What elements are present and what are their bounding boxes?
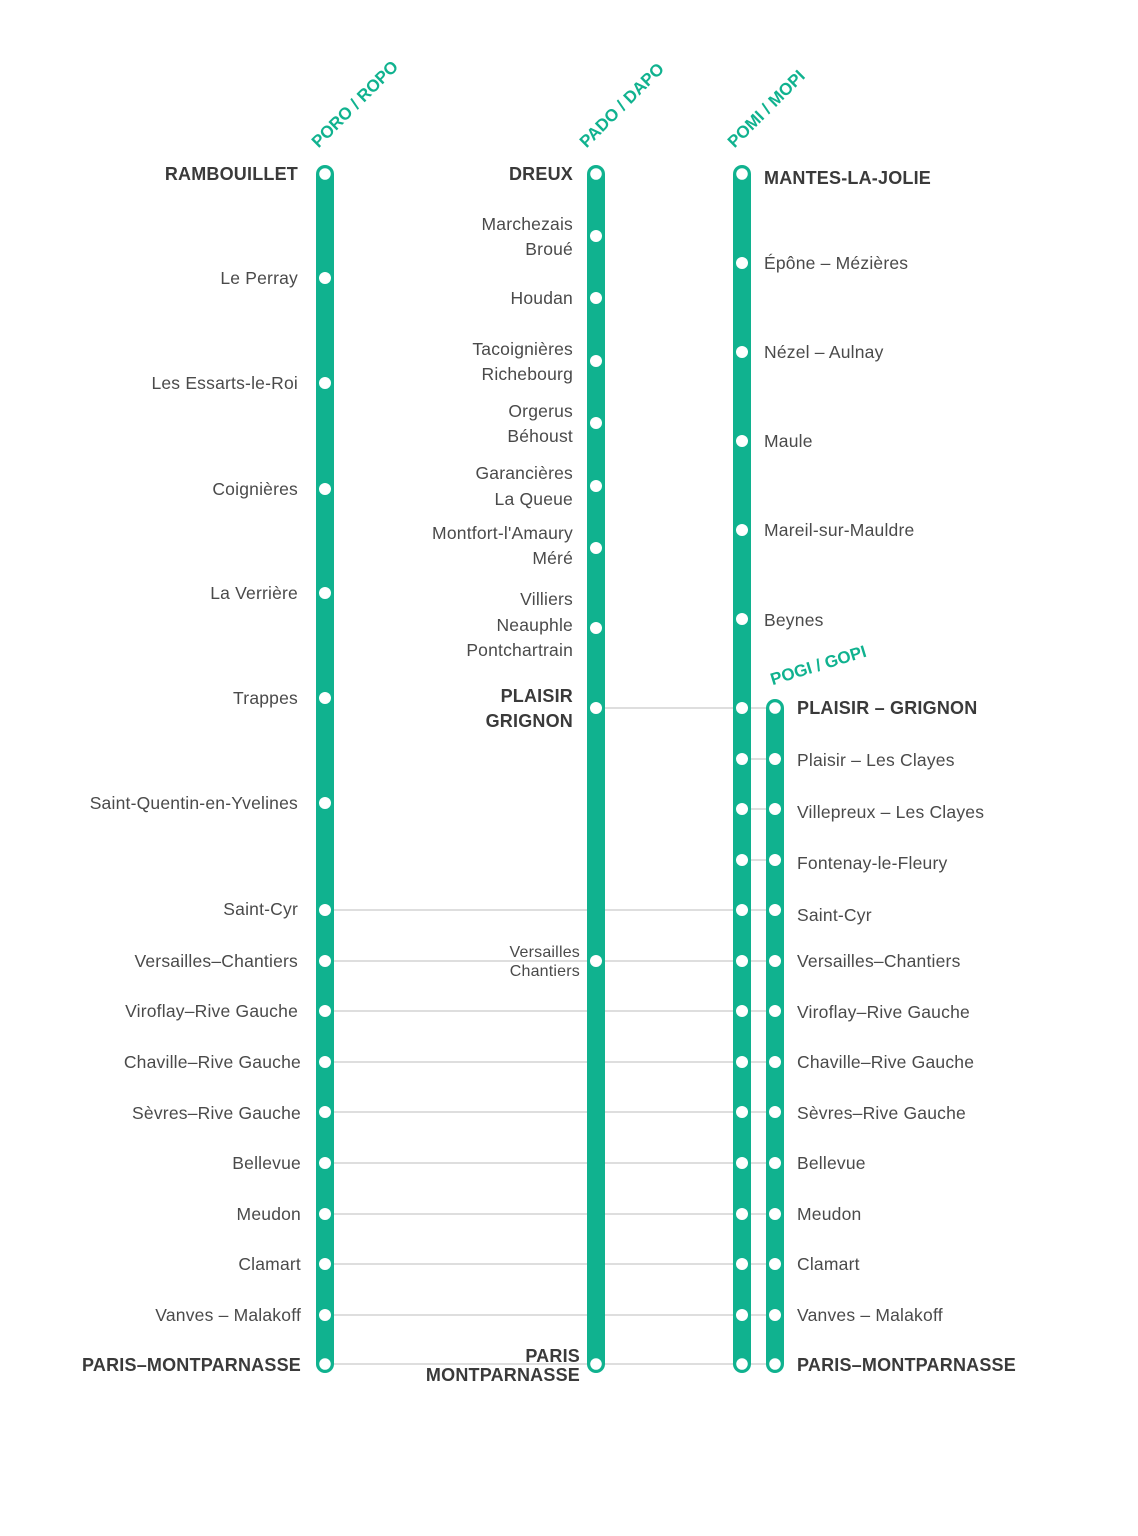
terminal-station-dot [735,167,749,181]
station-label: Chantiers [509,963,580,980]
line-code-pomi: POMI / MOPI [723,66,809,152]
station-dot [736,1309,748,1321]
station-label: Saint-Quentin-en-Yvelines [89,793,298,813]
station-label: Viroflay–Rive Gauche [797,1002,970,1022]
station-label: Garancières [475,463,573,483]
station-dot [736,854,748,866]
station-dot [769,1309,781,1321]
station-dot [736,524,748,536]
station-label: Versailles–Chantiers [797,951,961,971]
terminal-station-dot [318,1357,332,1371]
station-dot [319,1208,331,1220]
station-dot [590,355,602,367]
station-dot [319,797,331,809]
station-label: Coignières [212,479,298,499]
station-dot [769,803,781,815]
station-label: Bellevue [797,1153,866,1173]
station-dot [769,1106,781,1118]
station-dot [736,1258,748,1270]
station-label: Mareil-sur-Mauldre [764,520,915,540]
station-dot [736,613,748,625]
terminal-station-dot [768,701,782,715]
station-label: MONTPARNASSE [425,1365,580,1385]
station-label: Nézel – Aulnay [764,342,884,362]
terminal-station-dot [318,167,332,181]
station-dot [736,955,748,967]
station-dot [319,377,331,389]
station-label: Saint-Cyr [797,905,872,925]
line-bar-1 [587,165,605,1373]
station-label: Sèvres–Rive Gauche [797,1103,966,1123]
station-dot [319,1056,331,1068]
station-dot [769,1208,781,1220]
station-label: MANTES-LA-JOLIE [764,168,931,188]
station-label: PARIS–MONTPARNASSE [82,1355,301,1375]
station-label: Pontchartrain [466,640,573,660]
station-label: Broué [525,239,573,259]
station-label: Les Essarts-le-Roi [151,373,298,393]
station-label: La Queue [494,489,573,509]
station-dot [769,1056,781,1068]
station-label: Meudon [797,1204,862,1224]
station-dot [590,292,602,304]
station-dot [590,417,602,429]
station-dot [736,753,748,765]
station-dot [590,955,602,967]
line-code-pado: PADO / DAPO [575,59,668,152]
terminal-station-dot [589,167,603,181]
station-label: Villepreux – Les Clayes [797,802,985,822]
station-label: Clamart [238,1254,301,1274]
station-label: Richebourg [481,364,573,384]
station-label: Vanves – Malakoff [155,1305,301,1325]
station-label: Méré [532,548,573,568]
station-dot [769,854,781,866]
station-dot [736,1005,748,1017]
station-dot [319,1258,331,1270]
station-dot [590,702,602,714]
station-dot [769,753,781,765]
station-label: RAMBOUILLET [164,164,298,184]
station-label: Bellevue [232,1153,301,1173]
terminal-station-dot [589,1357,603,1371]
line-bar-3 [766,699,784,1373]
station-label: Meudon [236,1204,301,1224]
station-label: DREUX [508,164,573,184]
station-dot [769,955,781,967]
station-label: PARIS–MONTPARNASSE [797,1355,1016,1375]
station-label: Chaville–Rive Gauche [797,1052,975,1072]
station-dot [736,904,748,916]
station-dot [736,346,748,358]
station-label: Montfort-l'Amaury [432,523,573,543]
station-dot [769,904,781,916]
station-label: Plaisir – Les Clayes [797,750,955,770]
station-dot [590,480,602,492]
station-label: Neauphle [496,615,573,635]
connector-lines [325,708,775,1364]
station-label: Tacoignières [472,339,573,359]
station-dot [319,1005,331,1017]
station-dot [769,1258,781,1270]
station-dot [319,692,331,704]
station-dot [736,1106,748,1118]
station-dot [319,904,331,916]
station-label: Maule [764,431,813,451]
station-dot [736,1157,748,1169]
station-dot [319,1106,331,1118]
station-label: GRIGNON [485,711,573,731]
station-label: PLAISIR [500,686,573,706]
station-dot [736,257,748,269]
station-label: Sèvres–Rive Gauche [132,1103,301,1123]
station-dot [319,955,331,967]
station-label: Le Perray [220,268,298,288]
station-label: Épône – Mézières [764,253,909,273]
station-label: Vanves – Malakoff [797,1305,943,1325]
station-label: PLAISIR – GRIGNON [797,698,978,718]
station-dot [319,1309,331,1321]
station-dot [319,1157,331,1169]
station-label: Fontenay-le-Fleury [797,853,948,873]
station-label: Trappes [233,688,298,708]
station-dot [590,542,602,554]
line-code-poro: PORO / ROPO [307,57,403,152]
terminal-station-dot [768,1357,782,1371]
station-label: Versailles–Chantiers [134,951,298,971]
station-dot [736,1208,748,1220]
station-label: Béhoust [507,426,573,446]
station-label: Saint-Cyr [223,899,298,919]
station-dot [769,1005,781,1017]
station-label: Villiers [520,589,573,609]
line-code-pogi: POGI / GOPI [768,641,869,690]
station-dot [590,622,602,634]
station-dot [736,1056,748,1068]
station-dot [769,1157,781,1169]
station-dot [319,272,331,284]
station-label: Beynes [764,610,824,630]
station-label: Viroflay–Rive Gauche [125,1001,298,1021]
station-label: La Verrière [210,583,298,603]
line-bar-0 [316,165,334,1373]
station-dot [590,230,602,242]
station-dot [319,587,331,599]
station-label: Orgerus [508,401,573,421]
terminal-station-dot [735,1357,749,1371]
station-label: PARIS [525,1346,580,1366]
station-dot [736,803,748,815]
station-label: Chaville–Rive Gauche [123,1052,301,1072]
station-dot [319,483,331,495]
station-label: Versailles [509,944,580,961]
station-dot [736,435,748,447]
station-dot [736,702,748,714]
station-label: Marchezais [481,214,573,234]
station-label: Houdan [510,288,573,308]
station-label: Clamart [797,1254,860,1274]
